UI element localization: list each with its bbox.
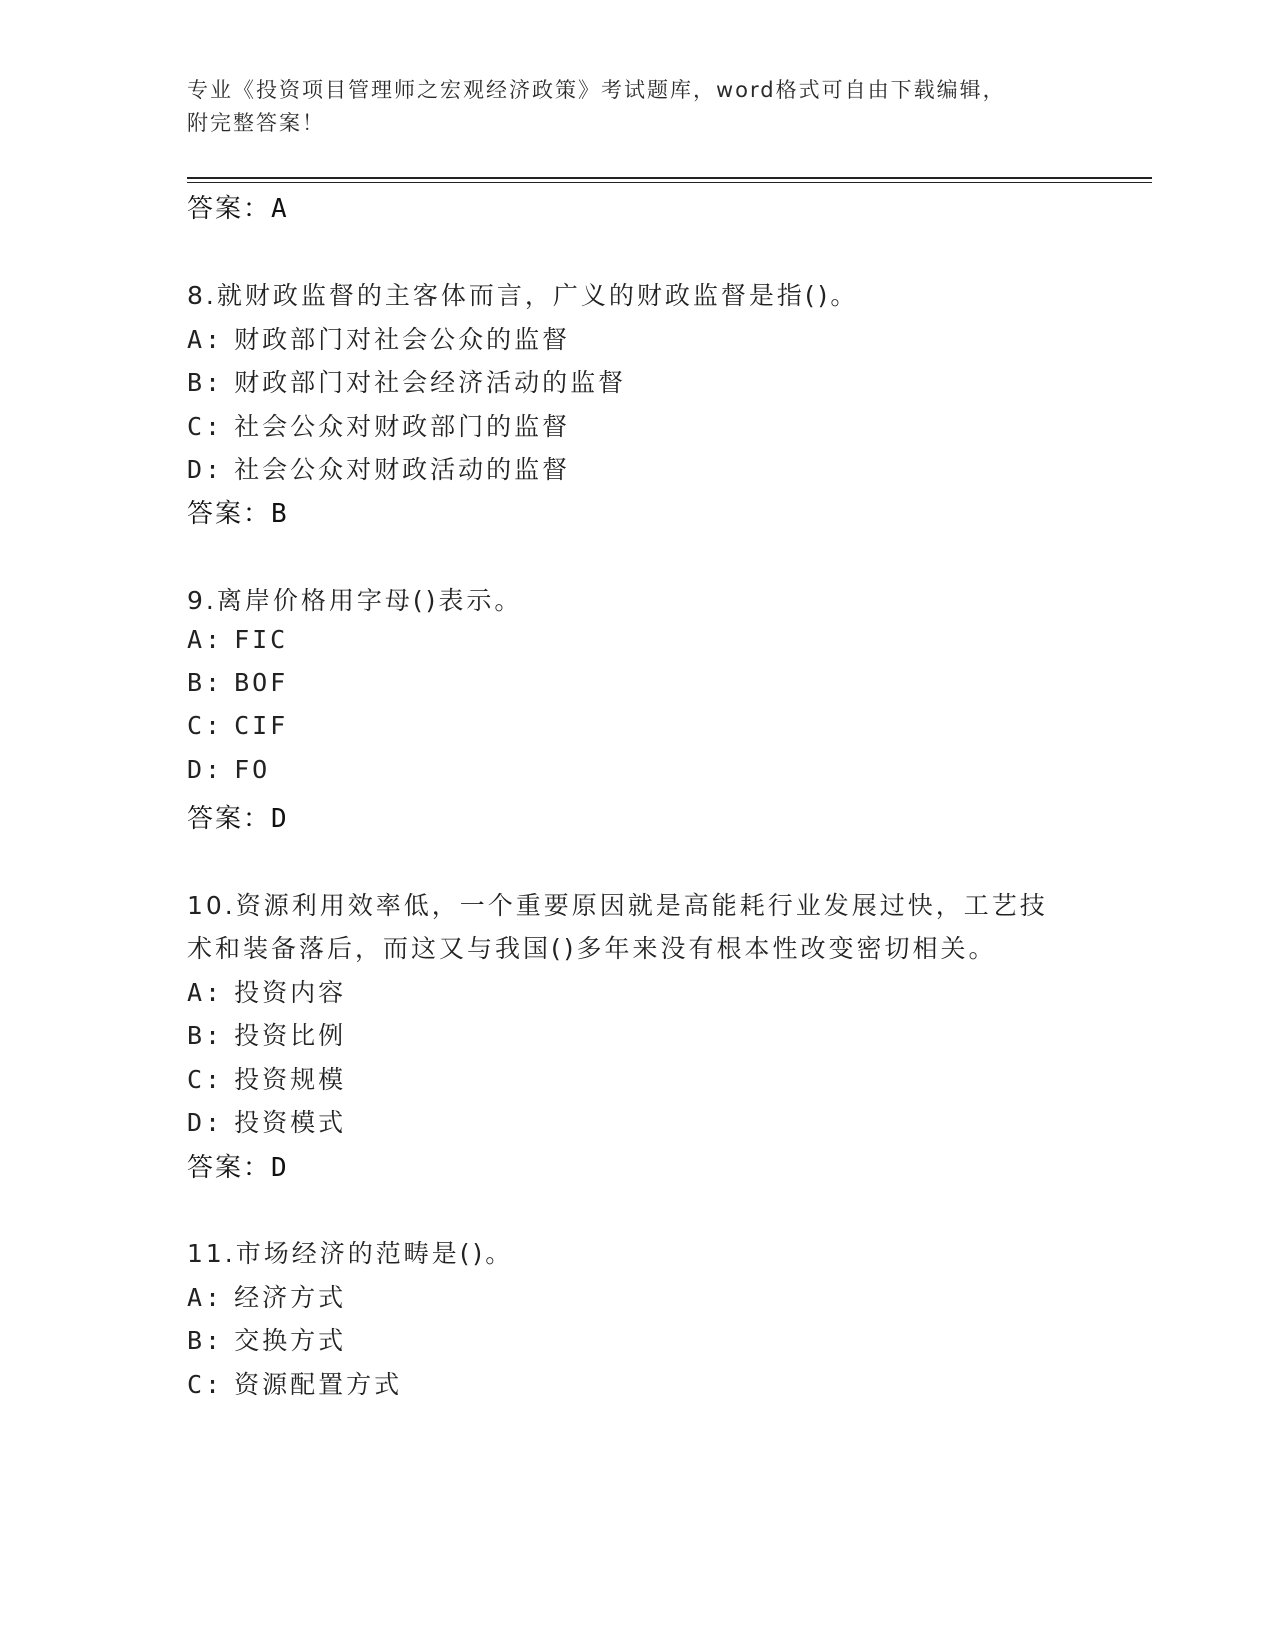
answer-value: D (271, 804, 289, 834)
document-header (187, 74, 1087, 140)
option-key: B: (187, 368, 224, 397)
question-10-option-c (187, 1060, 346, 1096)
option-key: A: (187, 325, 224, 354)
previous-answer (187, 188, 289, 225)
question-9-option-a (187, 625, 288, 654)
question-9-option-d (187, 755, 270, 784)
option-key: A: (187, 978, 224, 1007)
question-10-stem-line-1: 10.资源利用效率低，一个重要原因就是高能耗行业发展过快，工艺技 (187, 891, 1048, 920)
option-text: 投资模式 (234, 1108, 347, 1137)
option-key: C: (187, 1065, 224, 1094)
option-text: 资源配置方式 (234, 1370, 403, 1399)
option-key: A: (187, 1283, 224, 1312)
question-11-option-c (187, 1365, 402, 1401)
question-11-option-a (187, 1278, 346, 1314)
option-text: 投资内容 (234, 978, 347, 1007)
option-key: B: (187, 1326, 224, 1355)
option-text: 财政部门对社会公众的监督 (234, 325, 571, 354)
option-text: FIC (234, 625, 289, 654)
option-key: D: (187, 455, 224, 484)
header-line-2: 附完整答案！ (187, 111, 325, 135)
header-divider-thick (187, 177, 1152, 179)
question-8-stem: 8.就财政监督的主客体而言，广义的财政监督是指()。 (187, 281, 859, 310)
question-9-answer (187, 798, 289, 835)
answer-value: D (271, 1153, 289, 1183)
option-key: A: (187, 625, 224, 654)
option-text: 财政部门对社会经济活动的监督 (234, 368, 627, 397)
option-text: 社会公众对财政部门的监督 (234, 412, 571, 441)
option-key: D: (187, 755, 224, 784)
question-8-option-c (187, 407, 570, 443)
option-text: 交换方式 (234, 1326, 347, 1355)
option-key: D: (187, 1108, 224, 1137)
option-text: 投资规模 (234, 1065, 347, 1094)
question-9-stem: 9.离岸价格用字母()表示。 (187, 586, 523, 615)
option-text: 经济方式 (234, 1283, 347, 1312)
question-10-stem-line-2: 术和装备落后，而这又与我国()多年来没有根本性改变密切相关。 (187, 934, 997, 963)
question-10-option-b (187, 1016, 346, 1052)
option-key: C: (187, 412, 224, 441)
answer-label: 答案： (187, 194, 272, 224)
question-10-answer (187, 1147, 289, 1184)
option-key: C: (187, 1370, 224, 1399)
question-11-stem: 11.市场经济的范畴是()。 (187, 1239, 514, 1268)
answer-value: A (271, 194, 289, 224)
option-text: 投资比例 (234, 1021, 347, 1050)
option-text: FO (234, 755, 271, 784)
option-key: B: (187, 668, 224, 697)
question-10-option-d (187, 1103, 346, 1139)
answer-label: 答案： (187, 804, 272, 834)
option-text: BOF (234, 668, 289, 697)
option-text: 社会公众对财政活动的监督 (234, 455, 571, 484)
question-11-option-b (187, 1321, 346, 1357)
header-divider-thin (187, 182, 1152, 183)
answer-value: B (271, 499, 289, 529)
question-9-option-c (187, 711, 288, 740)
answer-label: 答案： (187, 1153, 272, 1183)
question-8-option-b (187, 363, 626, 399)
header-line-1: 专业《投资项目管理师之宏观经济政策》考试题库，word格式可自由下载编辑， (187, 78, 1006, 102)
question-8-option-d (187, 450, 570, 486)
question-10-option-a (187, 973, 346, 1009)
question-8-option-a (187, 320, 570, 356)
option-text: CIF (234, 711, 289, 740)
answer-label: 答案： (187, 499, 272, 529)
question-9-option-b (187, 668, 288, 697)
question-8-answer (187, 493, 289, 530)
option-key: B: (187, 1021, 224, 1050)
option-key: C: (187, 711, 224, 740)
